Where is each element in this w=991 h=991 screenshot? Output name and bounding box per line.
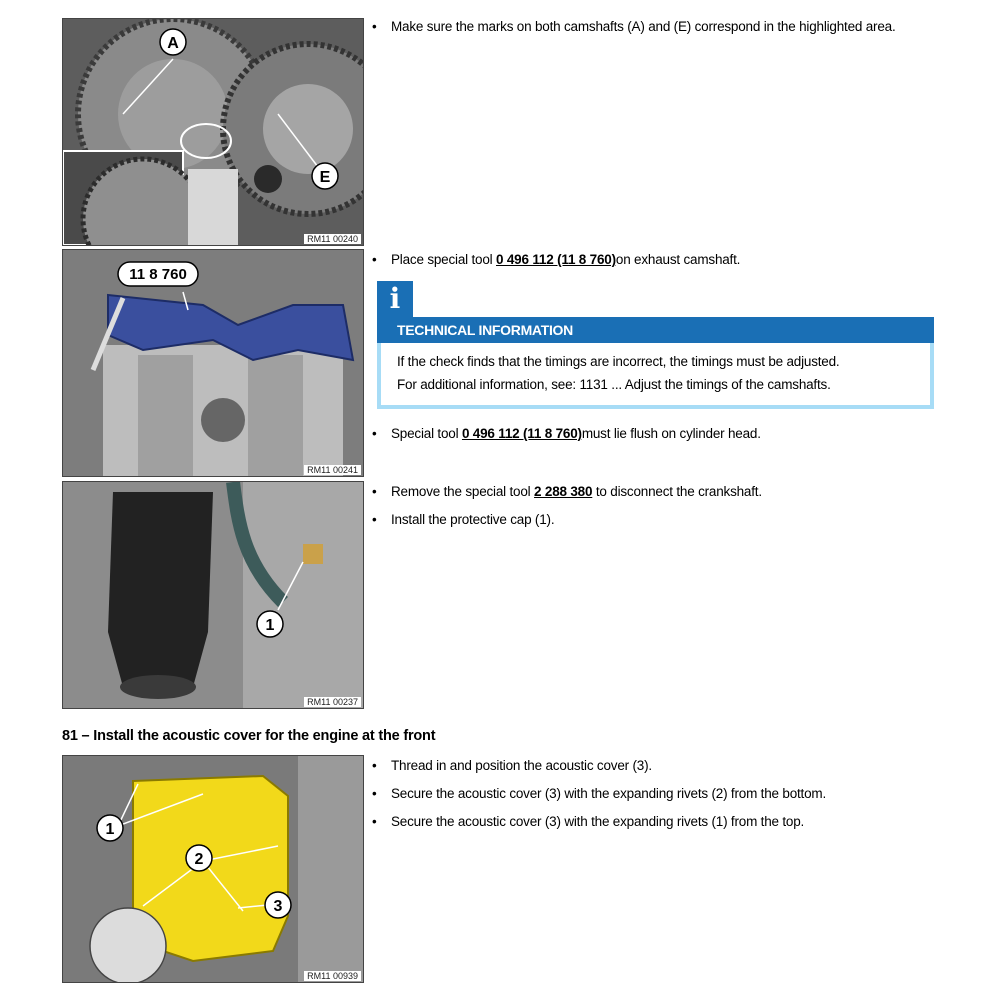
info-title: TECHNICAL INFORMATION (377, 317, 934, 343)
bullet-text-pre: Remove the special tool (391, 484, 535, 499)
bullet-item (372, 511, 952, 529)
bullet-item (372, 425, 952, 443)
figure-acoustic-cover (62, 755, 364, 983)
bullet-text: Install the protective cap (1). (391, 512, 555, 527)
bullet-glyph: • (372, 786, 377, 801)
special-tool-link[interactable]: 0 496 112 (11 8 760) (461, 426, 582, 441)
bullet-text: Make sure the marks on both camshafts (A) and (E) correspond in the highlighted area. (391, 19, 896, 34)
bullet-text: Secure the acoustic cover (3) with the expanding rivets (1) from the top. (391, 814, 805, 829)
acoustic-cover-illustration (63, 756, 363, 982)
bullet-text-post: on exhaust camshaft. (615, 252, 741, 267)
bullet-glyph: • (372, 484, 377, 499)
callout-1: 1 (105, 821, 115, 838)
figure-protective-cap (62, 481, 364, 709)
callout-1: 1 (265, 617, 275, 634)
figure-caption: RM11 00237 (304, 697, 361, 707)
bullet-glyph: • (372, 252, 377, 267)
bullet-text (391, 251, 952, 269)
info-line-1: If the check finds that the timings are incorrect, the timings must be adjusted. (397, 354, 840, 369)
camshaft-gears-illustration (63, 19, 363, 245)
info-body (377, 343, 934, 409)
figure-camshaft-marks (62, 18, 364, 246)
bullet-glyph: • (372, 19, 377, 34)
bullet-item (372, 251, 952, 269)
bullet-text (391, 483, 952, 501)
bullet-text (391, 425, 952, 443)
callout-2: 2 (194, 851, 204, 868)
callout-a: A (167, 35, 179, 52)
bullet-item (372, 18, 952, 36)
technical-information-box (377, 281, 934, 409)
bullet-glyph: • (372, 426, 377, 441)
bullet-text: Secure the acoustic cover (3) with the expanding rivets (2) from the bottom. (391, 786, 827, 801)
figure-caption: RM11 00241 (304, 465, 361, 475)
protective-cap-illustration (63, 482, 363, 708)
special-tool-illustration (63, 250, 363, 476)
bullet-item (372, 483, 952, 501)
callout-e: E (319, 169, 331, 186)
bullet-item (372, 757, 952, 775)
bullet-glyph: • (372, 758, 377, 773)
bullet-text-post: to disconnect the crankshaft. (592, 484, 762, 499)
bullet-glyph: • (372, 814, 377, 829)
figure-caption: RM11 00240 (304, 234, 361, 244)
info-line-2: For additional information, see: 1131 ... Adjust the timings of the camshafts. (397, 377, 831, 392)
bullet-text-pre: Place special tool (391, 252, 497, 267)
callout-tool-number: 11 8 760 (129, 266, 187, 283)
bullet-text-post: must lie flush on cylinder head. (581, 426, 761, 441)
figure-special-tool (62, 249, 364, 477)
special-tool-link[interactable]: 0 496 112 (11 8 760) (496, 252, 616, 267)
bullet-text: Thread in and position the acoustic cover (3). (391, 758, 652, 773)
callout-3: 3 (273, 898, 283, 915)
bullet-item (372, 785, 952, 803)
info-icon: i (377, 281, 413, 317)
bullet-item (372, 813, 952, 831)
section-heading: 81 – Install the acoustic cover for the engine at the front (62, 728, 436, 744)
figure-caption: RM11 00939 (304, 971, 361, 981)
special-tool-link[interactable]: 2 288 380 (534, 484, 593, 499)
bullet-glyph: • (372, 512, 377, 527)
bullet-text-pre: Special tool (391, 426, 462, 441)
